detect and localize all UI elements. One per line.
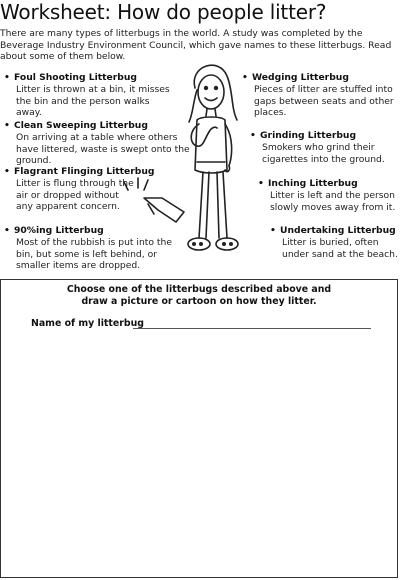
name-label: Name of my litterbug: [31, 318, 144, 329]
list-item: [4, 120, 194, 167]
item-text: Pieces of litter are stuffed into gaps between seats and other places.: [254, 83, 394, 119]
item-heading: Clean Sweeping Litterbug: [14, 120, 148, 131]
item-heading: Wedging Litterbug: [252, 72, 349, 83]
bullet-icon: •: [4, 225, 10, 236]
bullet-icon: •: [250, 130, 256, 141]
worksheet-title: Worksheet: How do people litter?: [0, 0, 327, 24]
list-item: [4, 72, 176, 119]
intro-paragraph: There are many types of litterbugs in the world. A study was completed by the Beverage Industry Environment Council, which gave names to these litterbugs. Read about some of them below.: [0, 28, 392, 63]
item-text: Litter is buried, often under sand at the beach.: [282, 236, 398, 260]
item-text: Litter is thrown at a bin, it misses the bin and the person walks away.: [16, 83, 170, 119]
item-text: On arriving at a table where others have littered, waste is swept onto the ground.: [16, 131, 190, 167]
drawing-area[interactable]: [0, 279, 398, 578]
item-text: Most of the rubbish is put into the bin, but some is left behind, or smaller items are dropped.: [16, 236, 173, 272]
item-heading: Undertaking Litterbug: [280, 225, 396, 236]
item-text: Smokers who grind their cigarettes into the ground.: [262, 141, 385, 165]
item-heading: Foul Shooting Litterbug: [14, 72, 137, 83]
item-heading: 90%ing Litterbug: [14, 225, 104, 236]
item-heading: Flagrant Flinging Litterbug: [14, 166, 155, 177]
list-item: [258, 178, 398, 213]
item-heading: Grinding Litterbug: [260, 130, 357, 141]
item-heading: Inching Litterbug: [268, 178, 358, 189]
bullet-icon: •: [242, 72, 248, 83]
item-text: Litter is left and the person slowly moves away from it.: [270, 189, 396, 213]
list-item: [4, 166, 155, 213]
bullet-icon: •: [4, 120, 10, 131]
bullet-icon: •: [258, 178, 264, 189]
bullet-icon: •: [4, 166, 10, 177]
item-text: Litter is flung through the air or dropped without any apparent concern.: [16, 177, 134, 213]
name-answer-line[interactable]: [133, 328, 371, 329]
list-item: [250, 130, 398, 165]
list-item: [4, 225, 182, 272]
bullet-icon: •: [4, 72, 10, 83]
list-item: [270, 225, 398, 260]
bullet-icon: •: [270, 225, 276, 236]
litterbug-figure-drawing: [175, 58, 245, 273]
drawing-instructions: Choose one of the litterbugs described above and draw a picture or cartoon on how they litter.: [66, 284, 332, 308]
list-item: [242, 72, 398, 119]
flung-litter-drawing: [118, 176, 190, 228]
